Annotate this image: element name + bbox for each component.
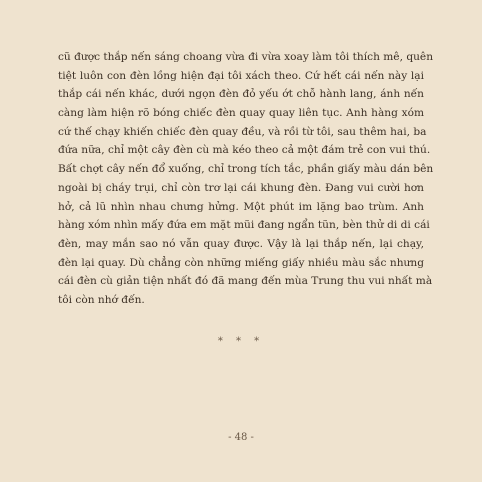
text-line: tiệt luôn con đèn lồng hiện đại tôi xách theo. Cứ hết cái nến này lại — [58, 69, 424, 82]
text-line: cái đèn cù giản tiện nhất đó đã mang đến mùa Trung thu vui nhất mà — [58, 275, 433, 288]
text-line: thắp cái nến khác, dưới ngọn đèn đỏ yếu ớt chỗ hành lang, ánh nến — [58, 88, 424, 101]
text-line: hở, cả lũ nhìn nhau chưng hửng. Một phút im lặng bao trùm. Anh — [58, 200, 424, 213]
body-paragraph — [58, 48, 434, 310]
text-line: đèn, may mắn sao nó vẫn quay được. Vậy là lại thắp nến, lại chạy, — [58, 237, 424, 250]
text-line: đèn lại quay. Dù chẳng còn những miếng giấy nhiều màu sắc nhưng — [58, 256, 424, 269]
text-line: tôi còn nhớ đến. — [58, 293, 145, 306]
text-line: ngoài bị cháy trụi, chỉ còn trơ lại cái khung đèn. Đang vui cười hơn — [58, 181, 424, 194]
text-line: hàng xóm nhìn mấy đứa em mặt mũi đang ngẩn tũn, bèn thử di di cái — [58, 219, 430, 232]
text-line: Bất chợt cây nến đổ xuống, chỉ trong tích tắc, phần giấy màu dán bên — [58, 163, 434, 176]
text-line: càng làm hiện rõ bóng chiếc đèn quay quay liên tục. Anh hàng xóm — [58, 107, 424, 120]
text-line: cứ thế chạy khiến chiếc đèn quay đều, và rồi từ tôi, sau thêm hai, ba — [58, 125, 427, 138]
page-number: - 48 - — [228, 432, 254, 443]
section-separator: * * * — [217, 336, 265, 347]
text-line: cũ được thắp nến sáng choang vừa đi vừa xoay làm tôi thích mê, quên — [58, 51, 434, 63]
text-line: đứa nữa, chỉ một cây đèn cù mà kéo theo cả một đám trẻ con vui thú. — [58, 144, 431, 157]
